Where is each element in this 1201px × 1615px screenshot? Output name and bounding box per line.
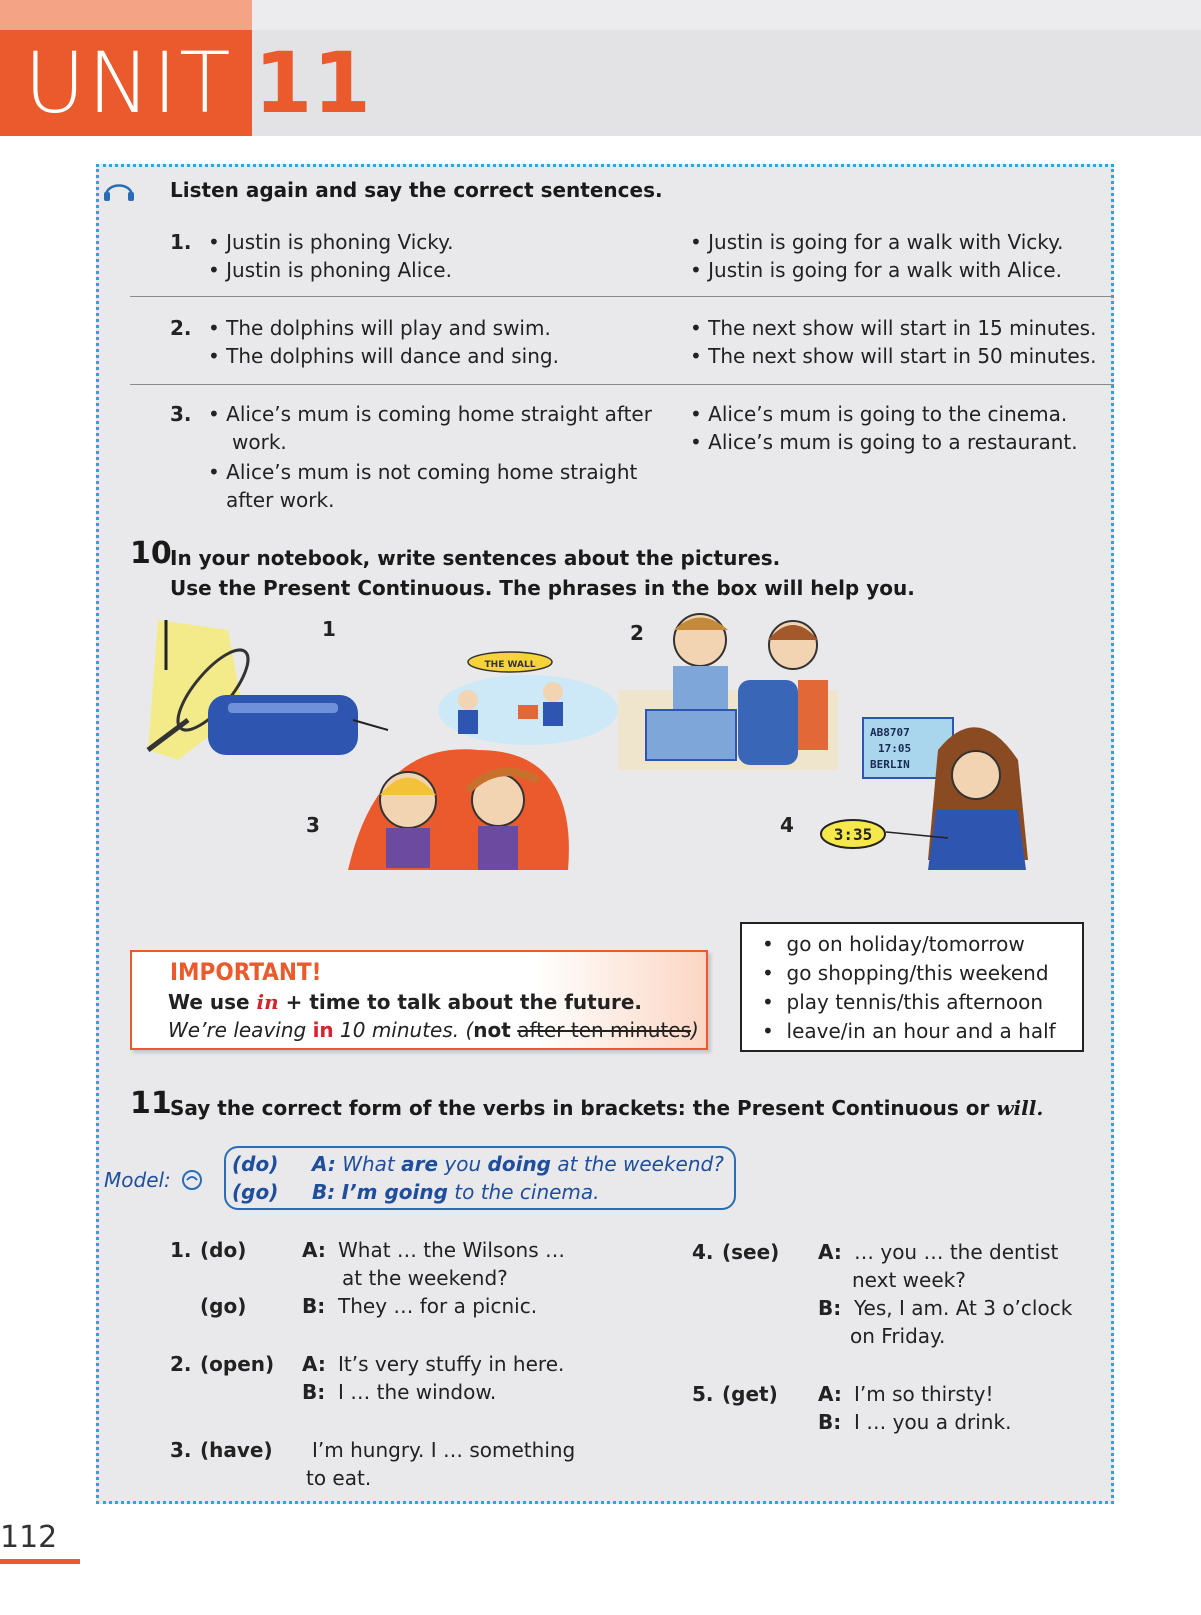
listen-option-cont: after work.: [226, 488, 335, 512]
question-verb: (go): [200, 1294, 247, 1318]
speaker-b: B:: [302, 1380, 326, 1404]
exercise-number: 10: [130, 536, 172, 571]
question-text: They … for a picnic.: [338, 1294, 538, 1318]
speaker-b: B:: [302, 1294, 326, 1318]
important-title: IMPORTANT!: [170, 958, 322, 986]
picture-tennis-bag: [148, 620, 388, 760]
listen-option: • Alice’s mum is going to the cinema.: [690, 402, 1068, 426]
question-text: What … the Wilsons …: [338, 1238, 566, 1262]
question-text: I’m hungry. I … something: [312, 1438, 576, 1462]
question-text: I … you a drink.: [854, 1410, 1012, 1434]
listen-option: • Alice’s mum is going to a restaurant.: [690, 430, 1078, 454]
listen-option: • Justin is going for a walk with Vicky.: [690, 230, 1064, 254]
speaker-b: B:: [818, 1410, 842, 1434]
question-verb: (open): [200, 1352, 275, 1376]
page-number: 112: [0, 1520, 58, 1555]
divider: [130, 384, 1114, 385]
question-num: 3.: [170, 1438, 192, 1462]
listen-option-cont: work.: [232, 430, 287, 454]
watch-time: 3:35: [833, 825, 873, 844]
wall-sign-text: THE WALL: [484, 660, 536, 670]
model-verb: (go): [232, 1180, 279, 1204]
question-verb: (do): [200, 1238, 247, 1262]
question-num: 4.: [692, 1240, 714, 1264]
picture-packing: [618, 614, 838, 770]
page-number-underline: [0, 1559, 80, 1564]
listen-item-num: 1.: [170, 230, 192, 254]
listen-instruction: Listen again and say the correct sentences.: [170, 178, 663, 202]
phrase-item: • play tennis/this afternoon: [762, 990, 1044, 1014]
important-box: [130, 950, 708, 1050]
picture-label: 2: [630, 621, 644, 645]
picture-label: 3: [306, 813, 320, 837]
question-text: Yes, I am. At 3 o’clock: [854, 1296, 1073, 1320]
phrase-item: • leave/in an hour and a half: [762, 1019, 1056, 1043]
important-rule: We use in + time to talk about the future.: [168, 990, 642, 1014]
picture-girls: [348, 652, 618, 870]
phrase-item: • go on holiday/tomorrow: [762, 932, 1025, 956]
exercise-instruction: Use the Present Continuous. The phrases in the box will help you.: [170, 576, 915, 600]
picture-label: 4: [780, 813, 794, 837]
question-text: to eat.: [306, 1466, 372, 1490]
departure-board-line: 17:05: [878, 742, 912, 755]
speech-icon: [180, 1168, 206, 1192]
departure-board-line: AB8707: [870, 726, 910, 739]
question-num: 2.: [170, 1352, 192, 1376]
important-example: We’re leaving in 10 minutes. (not after ten minutes): [168, 1018, 699, 1042]
question-num: 5.: [692, 1382, 714, 1406]
speaker-a: A:: [818, 1382, 842, 1406]
listen-option: • Alice’s mum is not coming home straight: [208, 460, 638, 484]
question-text: It’s very stuffy in here.: [338, 1352, 565, 1376]
illustration: [118, 600, 1084, 920]
model-verb: (do): [232, 1152, 279, 1176]
speaker-a: A:: [302, 1238, 326, 1262]
model-label: Model:: [104, 1168, 171, 1192]
listen-option: • The next show will start in 15 minutes.: [690, 316, 1097, 340]
listen-option: • Justin is phoning Alice.: [208, 258, 452, 282]
model-line-b: B: I’m going to the cinema.: [312, 1180, 600, 1204]
question-text: I’m so thirsty!: [854, 1382, 994, 1406]
unit-word: UNIT: [24, 34, 233, 132]
phrase-item: • go shopping/this weekend: [762, 961, 1049, 985]
question-num: 1.: [170, 1238, 192, 1262]
divider: [130, 296, 1114, 297]
listen-item-num: 2.: [170, 316, 192, 340]
unit-number: 11: [254, 34, 371, 132]
question-verb: (see): [722, 1240, 780, 1264]
listen-option: • Justin is going for a walk with Alice.: [690, 258, 1062, 282]
exercise-instruction: In your notebook, write sentences about the pictures.: [170, 546, 781, 570]
header-band-top: [252, 0, 1201, 30]
question-text: next week?: [852, 1268, 966, 1292]
question-verb: (get): [722, 1382, 778, 1406]
unit-tab-top: [0, 0, 252, 30]
listen-option: • Alice’s mum is coming home straight after: [208, 402, 652, 426]
phrase-box: [740, 922, 1084, 1052]
speaker-a: A:: [302, 1352, 326, 1376]
question-verb: (have): [200, 1438, 273, 1462]
question-text: on Friday.: [850, 1324, 946, 1348]
picture-label: 1: [322, 617, 336, 641]
question-text: at the weekend?: [342, 1266, 508, 1290]
headphones-icon: [102, 178, 136, 202]
exercise-number: 11: [130, 1086, 172, 1121]
exercise-instruction: Say the correct form of the verbs in brackets: the Present Continuous or will.: [170, 1096, 1044, 1120]
listen-option: • The dolphins will play and swim.: [208, 316, 551, 340]
model-line-a: A: What are you doing at the weekend?: [312, 1152, 724, 1176]
picture-departure: [821, 718, 1028, 870]
speaker-b: B:: [818, 1296, 842, 1320]
listen-option: • Justin is phoning Vicky.: [208, 230, 454, 254]
listen-item-num: 3.: [170, 402, 192, 426]
question-text: I … the window.: [338, 1380, 497, 1404]
listen-option: • The dolphins will dance and sing.: [208, 344, 559, 368]
departure-board-line: BERLIN: [870, 758, 910, 771]
speaker-a: A:: [818, 1240, 842, 1264]
listen-option: • The next show will start in 50 minutes.: [690, 344, 1097, 368]
question-text: … you … the dentist: [854, 1240, 1059, 1264]
